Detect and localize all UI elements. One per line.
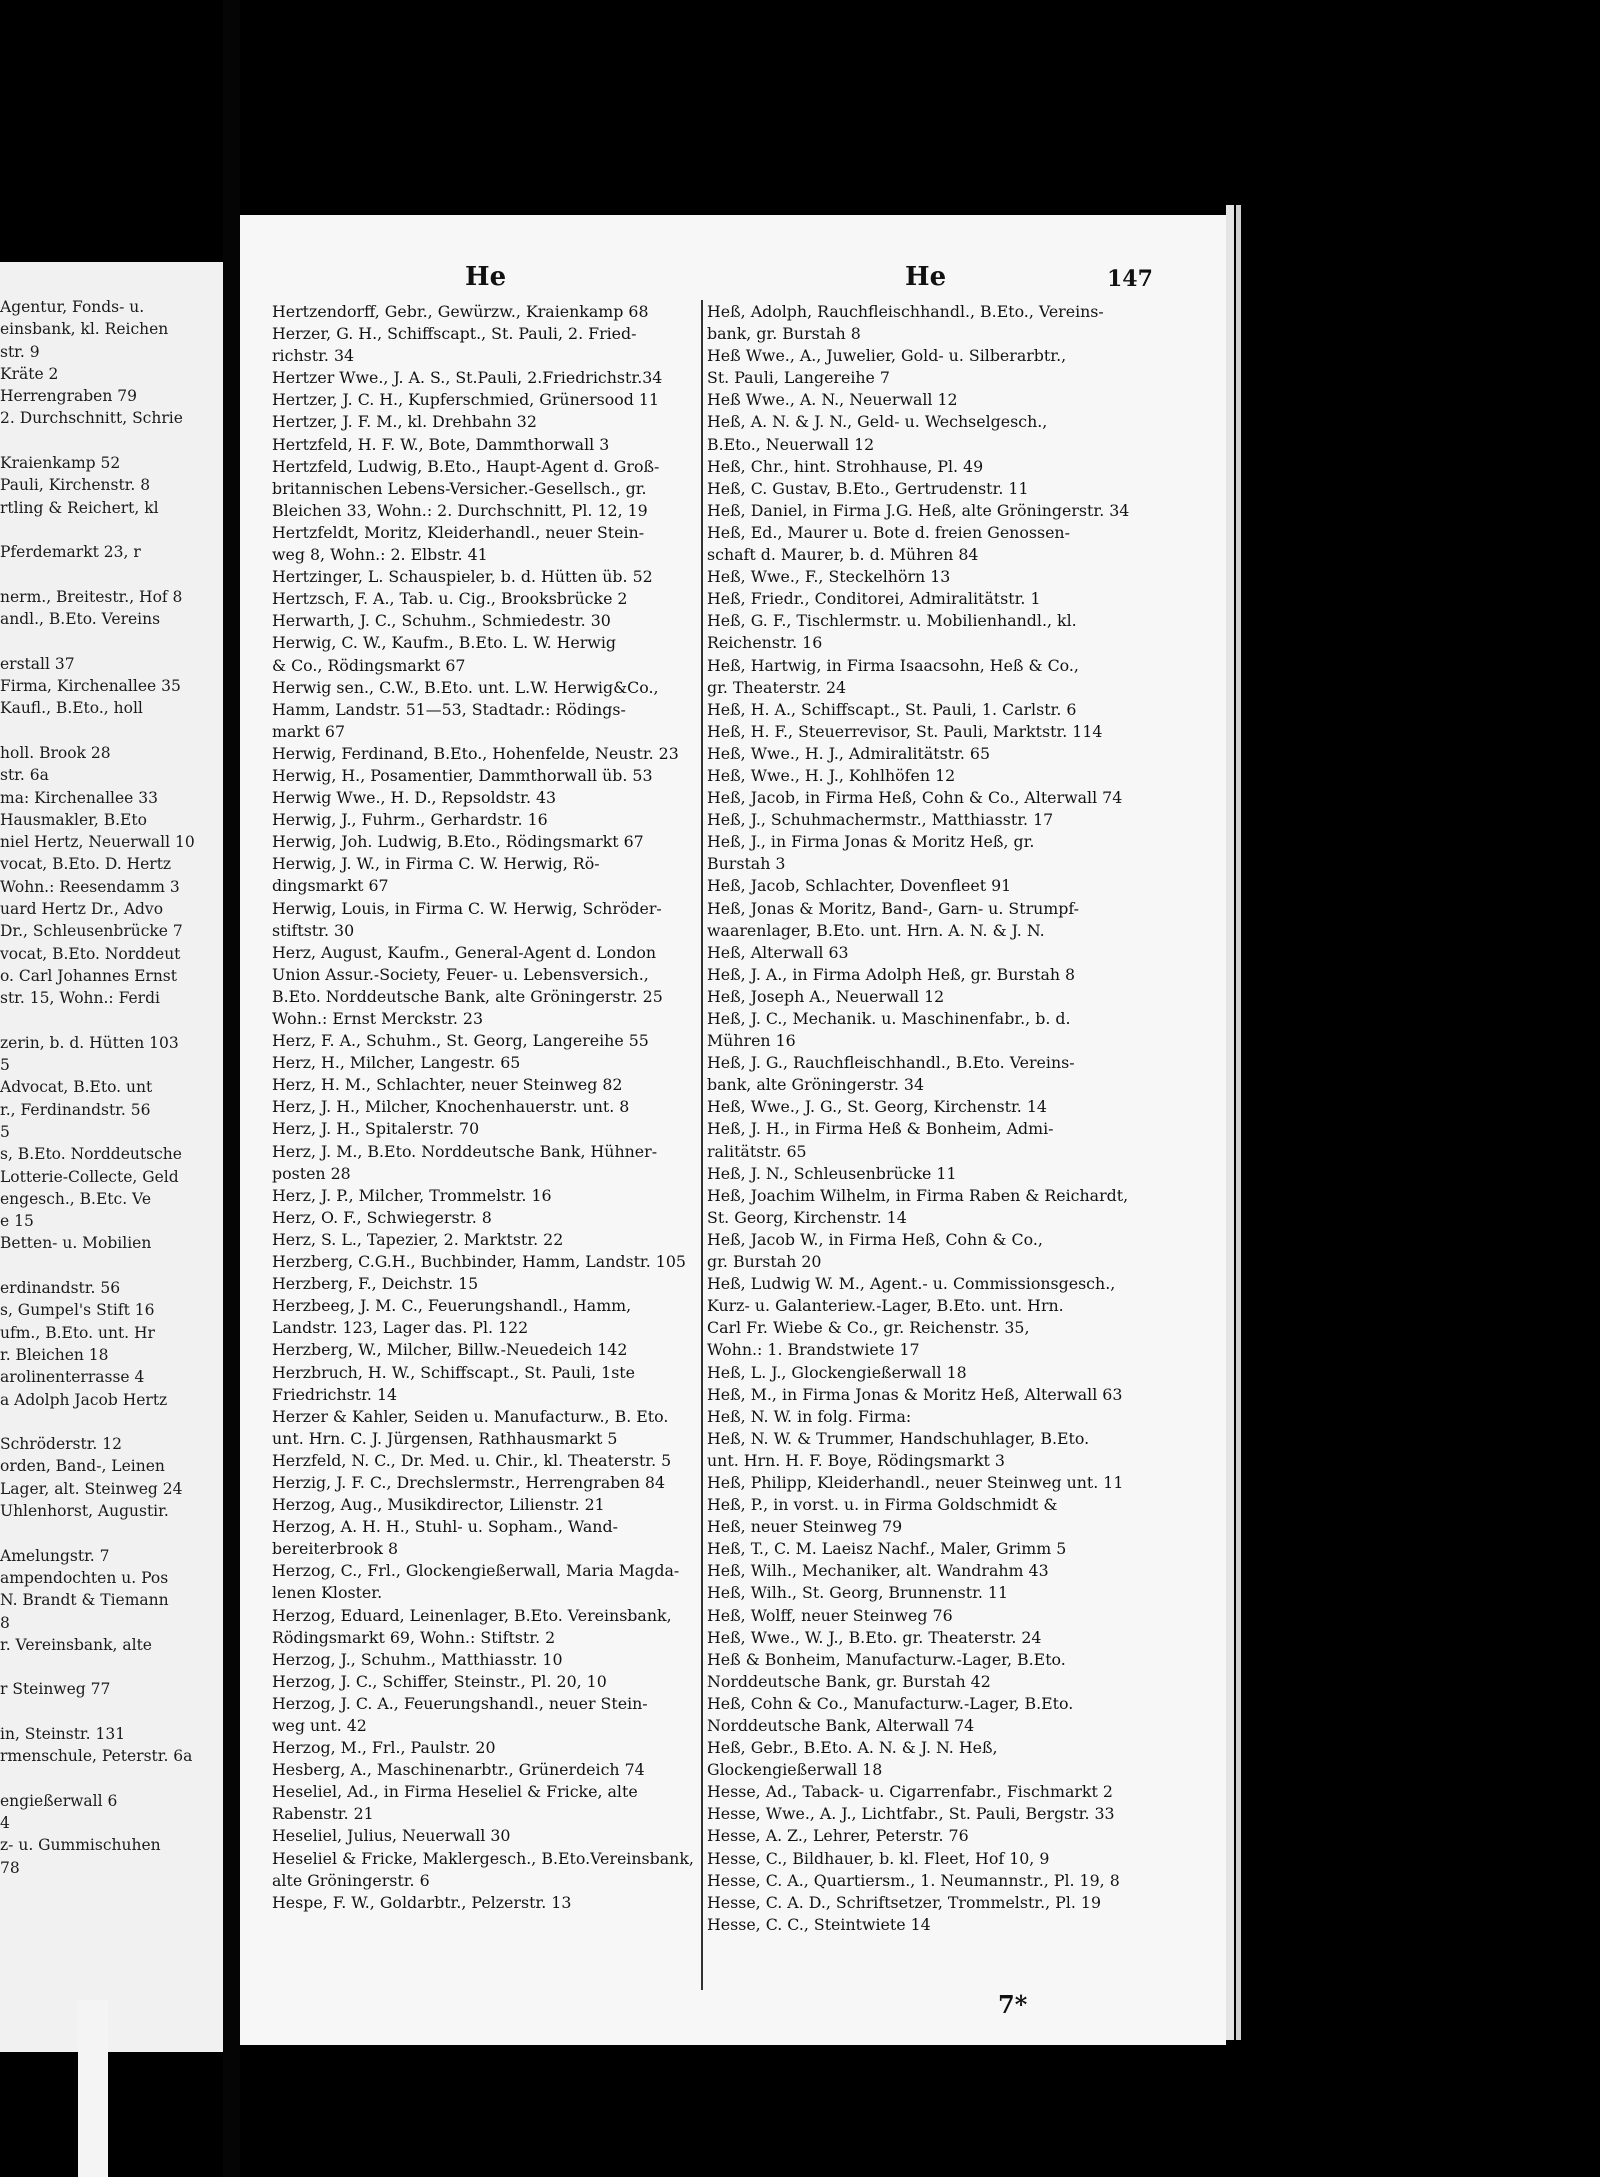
directory-entry-line: ampendochten u. Pos [0, 1568, 169, 1587]
directory-entry-line: 4 [0, 1814, 10, 1833]
directory-entry-line [0, 630, 223, 652]
directory-entry-line: Heß, Wwe., W. J., B.Eto. gr. Theaterstr. 24 [707, 1627, 1042, 1647]
directory-entry-line: Heß, L. J., Glockengießerwall 18 [707, 1362, 967, 1382]
directory-entry-line: str. 15, Wohn.: Ferdi [0, 989, 160, 1008]
directory-entry-line: Heß, Wilh., St. Georg, Brunnenstr. 11 [707, 1583, 1009, 1603]
directory-entry-line: Heseliel, Ad., in Firma Heseliel & Fricke, alte [272, 1782, 638, 1802]
directory-entry-line: Herzberg, C.G.H., Buchbinder, Hamm, Landstr. 105 [272, 1252, 686, 1272]
directory-entry-line: Betten- u. Mobilien [0, 1234, 152, 1253]
directory-entry-line: Herz, H. M., Schlachter, neuer Steinweg 82 [272, 1075, 623, 1095]
directory-entry-line: rmenschule, Peterstr. 6a [0, 1747, 193, 1766]
directory-entry-line: gr. Theaterstr. 24 [707, 677, 847, 697]
directory-entry-line: Hertzsch, F. A., Tab. u. Cig., Brooksbrücke 2 [272, 589, 628, 609]
directory-entry-line: Herzig, J. F. C., Drechslermstr., Herrengraben 84 [272, 1472, 666, 1492]
signature-mark: 7* [998, 1990, 1028, 2019]
directory-entry-line: Heß, C. Gustav, B.Eto., Gertrudenstr. 11 [707, 478, 1029, 498]
directory-entry-line: engießerwall 6 [0, 1791, 118, 1810]
directory-entry-line: St. Georg, Kirchenstr. 14 [707, 1207, 907, 1227]
directory-entry-line: dingsmarkt 67 [272, 876, 389, 896]
directory-entry-line: Pferdemarkt 23, r [0, 543, 141, 562]
directory-entry-line: r., Ferdinandstr. 56 [0, 1100, 151, 1119]
directory-entry-line: Wohn.: Ernst Merckstr. 23 [272, 1009, 484, 1028]
directory-entry-line: Herwig, C. W., Kaufm., B.Eto. L. W. Herwig [272, 633, 616, 653]
directory-entry-line: Heß, J., Schuhmachermstr., Matthiasstr. 17 [707, 810, 1054, 830]
directory-entry-line: Heß, Hartwig, in Firma Isaacsohn, Heß & Co., [707, 655, 1079, 675]
directory-entry-line [0, 1656, 223, 1678]
directory-column-left [272, 301, 698, 1914]
directory-entry-line: Heß, N. W. & Trummer, Handschuhlager, B.Eto. [707, 1428, 1090, 1448]
directory-entry-line: 5 [0, 1056, 10, 1075]
directory-entry-line: weg 8, Wohn.: 2. Elbstr. 41 [272, 545, 488, 565]
directory-entry-line: Heß Wwe., A. N., Neuerwall 12 [707, 390, 958, 410]
directory-entry-line: andl., B.Eto. Vereins [0, 610, 161, 629]
directory-entry-line: Herzog, J. C. A., Feuerungshandl., neuer Stein- [272, 1693, 648, 1713]
directory-entry-line: Heß, J., in Firma Jonas & Moritz Heß, gr. [707, 832, 1035, 852]
directory-entry-line: Herz, O. F., Schwiegerstr. 8 [272, 1207, 492, 1227]
directory-entry-line: Herwig, H., Posamentier, Dammthorwall üb. 53 [272, 765, 653, 785]
book-gutter [223, 0, 240, 2177]
directory-entry-line: Friedrichstr. 14 [272, 1384, 398, 1404]
directory-entry-line: unt. Hrn. C. J. Jürgensen, Rathhausmarkt 5 [272, 1428, 618, 1448]
directory-entry-line: niel Hertz, Neuerwall 10 [0, 833, 195, 852]
directory-entry-line: Heß, Wilh., Mechaniker, alt. Wandrahm 43 [707, 1561, 1049, 1581]
directory-entry-line: Dr., Schleusenbrücke 7 [0, 922, 183, 941]
directory-entry-line: B.Eto. Norddeutsche Bank, alte Gröningerstr. 25 [272, 986, 663, 1006]
directory-entry-line: Herzog, M., Frl., Paulstr. 20 [272, 1738, 496, 1758]
directory-entry-line [0, 1411, 223, 1433]
directory-entry-line: Uhlenhorst, Augustir. [0, 1502, 169, 1521]
directory-entry-line: waarenlager, B.Eto. unt. Hrn. A. N. & J. N. [707, 920, 1045, 940]
directory-entry-line: zerin, b. d. Hütten 103 [0, 1033, 179, 1052]
directory-entry-line: Herzog, J., Schuhm., Matthiasstr. 10 [272, 1649, 563, 1669]
directory-entry-line: Heß, Ed., Maurer u. Bote d. freien Genossen- [707, 522, 1070, 542]
directory-entry-line: r. Bleichen 18 [0, 1345, 109, 1364]
directory-entry-line: str. 9 [0, 342, 40, 361]
directory-entry-line: Schröderstr. 12 [0, 1435, 122, 1454]
directory-entry-line: ralitätstr. 65 [707, 1141, 807, 1161]
directory-entry-line: Heß, J. G., Rauchfleischhandl., B.Eto. Vereins- [707, 1053, 1075, 1073]
directory-entry-line: Herzberg, W., Milcher, Billw.-Neuedeich 142 [272, 1340, 628, 1360]
directory-entry-line: Hertzfeld, H. F. W., Bote, Dammthorwall 3 [272, 434, 610, 454]
directory-entry-line: Herwig sen., C.W., B.Eto. unt. L.W. Herwig&Co., [272, 677, 659, 697]
directory-entry-line [0, 1701, 223, 1723]
directory-entry-line [0, 1768, 223, 1790]
directory-entry-line: Herz, August, Kaufm., General-Agent d. London [272, 942, 657, 962]
directory-entry-line: Heß, N. W. in folg. Firma: [707, 1406, 912, 1426]
directory-entry-line: Herzog, A. H. H., Stuhl- u. Sopham., Wand- [272, 1517, 618, 1537]
directory-entry-line: unt. Hrn. H. F. Boye, Rödingsmarkt 3 [707, 1450, 1005, 1470]
directory-entry-line: Heß, J. N., Schleusenbrücke 11 [707, 1163, 957, 1183]
directory-entry-line: Heß, Wolff, neuer Steinweg 76 [707, 1605, 953, 1625]
directory-entry-line: Heß, Cohn & Co., Manufacturw.-Lager, B.Eto. [707, 1693, 1074, 1713]
directory-entry-line: Heß, Wwe., H. J., Admiralitätstr. 65 [707, 743, 991, 763]
directory-entry-line: Heß, J. C., Mechanik. u. Maschinenfabr., b. d. [707, 1009, 1071, 1028]
directory-entry-line: Lager, alt. Steinweg 24 [0, 1479, 183, 1498]
directory-entry-line [0, 519, 223, 541]
directory-entry-line: Herzberg, F., Deichstr. 15 [272, 1274, 479, 1294]
directory-entry-line: z- u. Gummischuhen [0, 1836, 161, 1855]
directory-entry-line: Heß, Philipp, Kleiderhandl., neuer Steinweg unt. 11 [707, 1472, 1124, 1492]
directory-entry-line: Heß, Joseph A., Neuerwall 12 [707, 986, 945, 1006]
directory-entry-line: Pauli, Kirchenstr. 8 [0, 476, 151, 495]
directory-entry-line: o. Carl Johannes Ernst [0, 966, 177, 985]
directory-entry-line: Herzfeld, N. C., Dr. Med. u. Chir., kl. Theaterstr. 5 [272, 1450, 672, 1470]
directory-entry-line: Union Assur.-Society, Feuer- u. Lebensversich., [272, 964, 649, 984]
directory-entry-line: Hertzer Wwe., J. A. S., St.Pauli, 2.Friedrichstr.34 [272, 368, 663, 388]
directory-entry-line: Hesberg, A., Maschinenarbtr., Grünerdeich 74 [272, 1760, 645, 1780]
directory-entry-line: N. Brandt & Tiemann [0, 1591, 169, 1610]
directory-entry-line: Hausmakler, B.Eto [0, 810, 147, 829]
directory-entry-line: Heß, Jacob W., in Firma Heß, Cohn & Co., [707, 1229, 1043, 1249]
directory-entry-line: Herz, J. M., B.Eto. Norddeutsche Bank, Hühner- [272, 1141, 658, 1161]
directory-entry-line: Glockengießerwall 18 [707, 1760, 883, 1780]
directory-entry-line: Kaufl., B.Eto., holl [0, 699, 143, 718]
directory-entry-line: Amelungstr. 7 [0, 1546, 110, 1565]
directory-entry-line: Norddeutsche Bank, Alterwall 74 [707, 1716, 975, 1735]
directory-entry-line: Rödingsmarkt 69, Wohn.: Stiftstr. 2 [272, 1627, 556, 1647]
directory-entry-line: Heß & Bonheim, Manufacturw.-Lager, B.Eto. [707, 1649, 1066, 1669]
directory-entry-line: Hertzinger, L. Schauspieler, b. d. Hütten üb. 52 [272, 567, 653, 587]
directory-entry-line: 2. Durchschnitt, Schrie [0, 409, 183, 428]
directory-entry-line: Heß, Chr., hint. Strohhause, Pl. 49 [707, 456, 984, 476]
facing-page-text [0, 296, 223, 1879]
directory-entry-line: Herwig, Ferdinand, B.Eto., Hohenfelde, Neustr. 23 [272, 743, 679, 763]
directory-entry-line: Herzog, J. C., Schiffer, Steinstr., Pl. 20, 10 [272, 1671, 607, 1691]
directory-entry-line: Hesse, C., Bildhauer, b. kl. Fleet, Hof 10, 9 [707, 1848, 1050, 1868]
directory-entry-line: in, Steinstr. 131 [0, 1725, 126, 1743]
directory-entry-line: Herwig Wwe., H. D., Repsoldstr. 43 [272, 788, 557, 808]
directory-entry-line: Advocat, B.Eto. unt [0, 1078, 153, 1097]
directory-entry-line: Carl Fr. Wiebe & Co., gr. Reichenstr. 35, [707, 1318, 1030, 1338]
directory-entry-line [0, 720, 223, 742]
directory-entry-line: Heß Wwe., A., Juwelier, Gold- u. Silberarbtr., [707, 346, 1067, 366]
running-head-right: He [905, 262, 947, 292]
directory-entry-line: Hertzfeld, Ludwig, B.Eto., Haupt-Agent d. Groß- [272, 456, 660, 476]
directory-entry-line: Heß, Friedr., Conditorei, Admiralitätstr. 1 [707, 589, 1041, 609]
directory-entry-line: Herz, J. P., Milcher, Trommelstr. 16 [272, 1185, 552, 1205]
directory-entry-line: Hespe, F. W., Goldarbtr., Pelzerstr. 13 [272, 1892, 572, 1912]
directory-entry-line: markt 67 [272, 721, 345, 741]
directory-entry-line: Heß, Joachim Wilhelm, in Firma Raben & Reichardt, [707, 1185, 1129, 1205]
directory-entry-line: Wohn.: 1. Brandstwiete 17 [707, 1340, 920, 1360]
directory-entry-line: Heß, Jacob, Schlachter, Dovenfleet 91 [707, 876, 1012, 896]
directory-entry-line: e 15 [0, 1212, 34, 1231]
directory-entry-line: orden, Band-, Leinen [0, 1457, 165, 1476]
directory-entry-line: Hesse, Wwe., A. J., Lichtfabr., St. Pauli, Bergstr. 33 [707, 1804, 1115, 1824]
directory-entry-line: vocat, B.Eto. D. Hertz [0, 855, 172, 874]
directory-entry-line: posten 28 [272, 1163, 351, 1183]
directory-entry-line: Heß, neuer Steinweg 79 [707, 1517, 903, 1537]
directory-entry-line: Herwig, J. W., in Firma C. W. Herwig, Rö- [272, 854, 600, 874]
directory-entry-line: erstall 37 [0, 654, 75, 673]
directory-entry-line: Herzer & Kahler, Seiden u. Manufacturw., B. Eto. [272, 1406, 669, 1426]
directory-entry-line: Hesse, C. C., Steintwiete 14 [707, 1914, 931, 1934]
directory-entry-line: Herzog, Aug., Musikdirector, Lilienstr. 21 [272, 1495, 605, 1515]
directory-entry-line: Herzog, Eduard, Leinenlager, B.Eto. Vereinsbank, [272, 1605, 672, 1625]
directory-entry-line: Heß, T., C. M. Laeisz Nachf., Maler, Grimm 5 [707, 1539, 1067, 1559]
directory-entry-line: arolinenterrasse 4 [0, 1368, 145, 1387]
directory-entry-line: Herwig, Joh. Ludwig, B.Eto., Rödingsmarkt 67 [272, 832, 644, 852]
directory-entry-line: Herz, J. H., Spitalerstr. 70 [272, 1119, 480, 1139]
directory-entry-line: 5 [0, 1122, 10, 1141]
directory-entry-line: Heß, Jonas & Moritz, Band-, Garn- u. Strumpf- [707, 898, 1080, 918]
directory-entry-line [0, 430, 223, 452]
directory-entry-line: r. Vereinsbank, alte [0, 1635, 152, 1654]
directory-entry-line: Heß, H. F., Steuerrevisor, St. Pauli, Marktstr. 114 [707, 721, 1103, 741]
directory-entry-line: Herzog, C., Frl., Glockengießerwall, Maria Magda- [272, 1561, 680, 1581]
directory-entry-line: engesch., B.Etc. Ve [0, 1189, 151, 1208]
directory-entry-line: Heß, Wwe., H. J., Kohlhöfen 12 [707, 765, 956, 785]
directory-entry-line: Heß, Adolph, Rauchfleischhandl., B.Eto., Vereins- [707, 302, 1104, 321]
directory-entry-line: richstr. 34 [272, 346, 355, 366]
directory-entry-line: ma: Kirchenallee 33 [0, 788, 159, 807]
directory-entry-line: 78 [0, 1858, 20, 1877]
directory-entry-line: Heß, Alterwall 63 [707, 942, 849, 962]
directory-entry-line: Agentur, Fonds- u. [0, 298, 145, 316]
directory-entry-line: str. 6a [0, 766, 49, 785]
directory-entry-line: Burstah 3 [707, 854, 786, 874]
directory-entry-line: B.Eto., Neuerwall 12 [707, 434, 875, 454]
directory-entry-line: Reichenstr. 16 [707, 633, 823, 653]
directory-entry-line: Hesse, C. A. D., Schriftsetzer, Trommelstr., Pl. 19 [707, 1892, 1102, 1912]
directory-entry-line: Hertzer, J. C. H., Kupferschmied, Grünersood 11 [272, 390, 660, 410]
directory-entry-line: a Adolph Jacob Hertz [0, 1390, 168, 1409]
directory-entry-line: Landstr. 123, Lager das. Pl. 122 [272, 1318, 529, 1338]
directory-entry-line: gr. Burstah 20 [707, 1252, 822, 1272]
directory-entry-line: bank, gr. Burstah 8 [707, 324, 861, 344]
directory-entry-line: britannischen Lebens-Versicher.-Gesellsch., gr. [272, 478, 647, 498]
directory-entry-line: vocat, B.Eto. Norddeut [0, 944, 181, 963]
directory-entry-line: erdinandstr. 56 [0, 1279, 121, 1298]
directory-entry-line: Hamm, Landstr. 51—53, Stadtadr.: Rödings- [272, 699, 626, 719]
directory-entry-line: s, B.Eto. Norddeutsche [0, 1145, 182, 1164]
directory-entry-line: bank, alte Gröningerstr. 34 [707, 1075, 925, 1095]
directory-entry-line: bereiterbrook 8 [272, 1539, 398, 1559]
directory-entry-line: Hertzfeldt, Moritz, Kleiderhandl., neuer Stein- [272, 522, 645, 542]
directory-entry-line: Kurz- u. Galanteriew.-Lager, B.Eto. unt. Hrn. [707, 1296, 1064, 1316]
directory-entry-line: Heß, A. N. & J. N., Geld- u. Wechselgesch., [707, 412, 1048, 432]
directory-column-right [707, 301, 1147, 1936]
directory-entry-line: r Steinweg 77 [0, 1680, 111, 1699]
directory-entry-line: Kraienkamp 52 [0, 454, 121, 473]
directory-entry-line: Heß, J. H., in Firma Heß & Bonheim, Admi- [707, 1119, 1054, 1139]
directory-entry-line: lenen Kloster. [272, 1583, 383, 1603]
directory-entry-line: nerm., Breitestr., Hof 8 [0, 587, 183, 606]
directory-entry-line: St. Pauli, Langereihe 7 [707, 368, 890, 388]
directory-entry-line: Wohn.: Reesendamm 3 [0, 877, 180, 896]
directory-entry-line: Heß, Jacob, in Firma Heß, Cohn & Co., Alterwall 74 [707, 788, 1123, 808]
directory-entry-line: Heß, Gebr., B.Eto. A. N. & J. N. Heß, [707, 1738, 998, 1758]
directory-entry-line: Rabenstr. 21 [272, 1804, 374, 1824]
directory-entry-line: Hesse, A. Z., Lehrer, Peterstr. 76 [707, 1826, 969, 1846]
directory-entry-line: Lotterie-Collecte, Geld [0, 1167, 179, 1186]
directory-entry-line: Norddeutsche Bank, gr. Burstah 42 [707, 1671, 991, 1691]
directory-entry-line: Herzbruch, H. W., Schiffscapt., St. Pauli, 1ste [272, 1362, 635, 1382]
directory-entry-line: Heß, G. F., Tischlermstr. u. Mobilienhandl., kl. [707, 611, 1077, 631]
directory-entry-line: Hesse, Ad., Taback- u. Cigarrenfabr., Fischmarkt 2 [707, 1782, 1113, 1802]
directory-entry-line: ufm., B.Eto. unt. Hr [0, 1323, 155, 1342]
directory-entry-line: schaft d. Maurer, b. d. Mühren 84 [707, 545, 979, 565]
directory-entry-line: weg unt. 42 [272, 1716, 367, 1735]
directory-entry-line: alte Gröningerstr. 6 [272, 1870, 430, 1890]
directory-entry-line: Heß, Daniel, in Firma J.G. Heß, alte Gröningerstr. 34 [707, 500, 1130, 520]
directory-entry-line: Heß, Wwe., J. G., St. Georg, Kirchenstr. 14 [707, 1097, 1047, 1117]
directory-entry-line: Firma, Kirchenallee 35 [0, 677, 181, 696]
directory-entry-line: holl. Brook 28 [0, 743, 111, 762]
directory-entry-line: Herzer, G. H., Schiffscapt., St. Pauli, 2. Fried- [272, 324, 637, 344]
directory-entry-line: Hesse, C. A., Quartiersm., 1. Neumannstr., Pl. 19, 8 [707, 1870, 1120, 1890]
column-rule [701, 300, 703, 1990]
directory-entry-line: Heß, P., in vorst. u. in Firma Goldschmidt & [707, 1495, 1058, 1515]
directory-entry-line: 8 [0, 1613, 10, 1632]
directory-entry-line: Kräte 2 [0, 364, 59, 383]
directory-entry-line: & Co., Rödingsmarkt 67 [272, 655, 466, 675]
directory-entry-line: Heseliel & Fricke, Maklergesch., B.Eto.Vereinsbank, [272, 1848, 694, 1868]
directory-entry-line: Herwig, Louis, in Firma C. W. Herwig, Schröder- [272, 898, 662, 918]
directory-entry-line: Herzbeeg, J. M. C., Feuerungshandl., Hamm, [272, 1296, 632, 1316]
directory-entry-line: Heß, M., in Firma Jonas & Moritz Heß, Alterwall 63 [707, 1384, 1123, 1404]
directory-entry-line: Mühren 16 [707, 1031, 796, 1051]
directory-entry-line: Herz, J. H., Milcher, Knochenhauerstr. unt. 8 [272, 1097, 630, 1117]
page-edge [1226, 205, 1234, 2040]
directory-entry-line: Hertzendorff, Gebr., Gewürzw., Kraienkamp 68 [272, 302, 649, 321]
directory-entry-line: rtling & Reichert, kl [0, 498, 159, 517]
directory-entry-line: Heß, J. A., in Firma Adolph Heß, gr. Burstah 8 [707, 964, 1076, 984]
directory-entry-line [0, 564, 223, 586]
directory-entry-line: Heß, Ludwig W. M., Agent.- u. Commissionsgesch., [707, 1274, 1116, 1294]
directory-entry-line: Herz, F. A., Schuhm., St. Georg, Langereihe 55 [272, 1031, 649, 1051]
directory-entry-line: Heß, Wwe., F., Steckelhörn 13 [707, 567, 951, 587]
directory-entry-line: Hertzer, J. F. M., kl. Drehbahn 32 [272, 412, 537, 432]
directory-entry-line: Herz, S. L., Tapezier, 2. Marktstr. 22 [272, 1229, 564, 1249]
directory-entry-line [0, 1010, 223, 1032]
bookmark-strip [78, 2000, 108, 2177]
directory-entry-line: Herwig, J., Fuhrm., Gerhardstr. 16 [272, 810, 548, 830]
directory-entry-line: Herwarth, J. C., Schuhm., Schmiedestr. 30 [272, 611, 611, 631]
directory-entry-line [0, 1522, 223, 1544]
directory-entry-line: Bleichen 33, Wohn.: 2. Durchschnitt, Pl. 12, 19 [272, 500, 648, 520]
page-number: 147 [1107, 266, 1153, 292]
directory-entry-line: Heseliel, Julius, Neuerwall 30 [272, 1826, 511, 1846]
directory-entry-line [0, 1255, 223, 1277]
directory-entry-line: uard Hertz Dr., Advo [0, 900, 164, 919]
directory-entry-line: Herz, H., Milcher, Langestr. 65 [272, 1053, 521, 1073]
directory-entry-line: Herrengraben 79 [0, 387, 137, 406]
directory-entry-line: stiftstr. 30 [272, 920, 355, 940]
directory-entry-line: Heß, H. A., Schiffscapt., St. Pauli, 1. Carlstr. 6 [707, 699, 1077, 719]
directory-entry-line: einsbank, kl. Reichen [0, 320, 169, 339]
running-head-left: He [465, 262, 507, 292]
directory-entry-line: s, Gumpel's Stift 16 [0, 1301, 155, 1320]
facing-page-fragment [0, 262, 223, 2052]
page-edge [1236, 205, 1241, 2040]
